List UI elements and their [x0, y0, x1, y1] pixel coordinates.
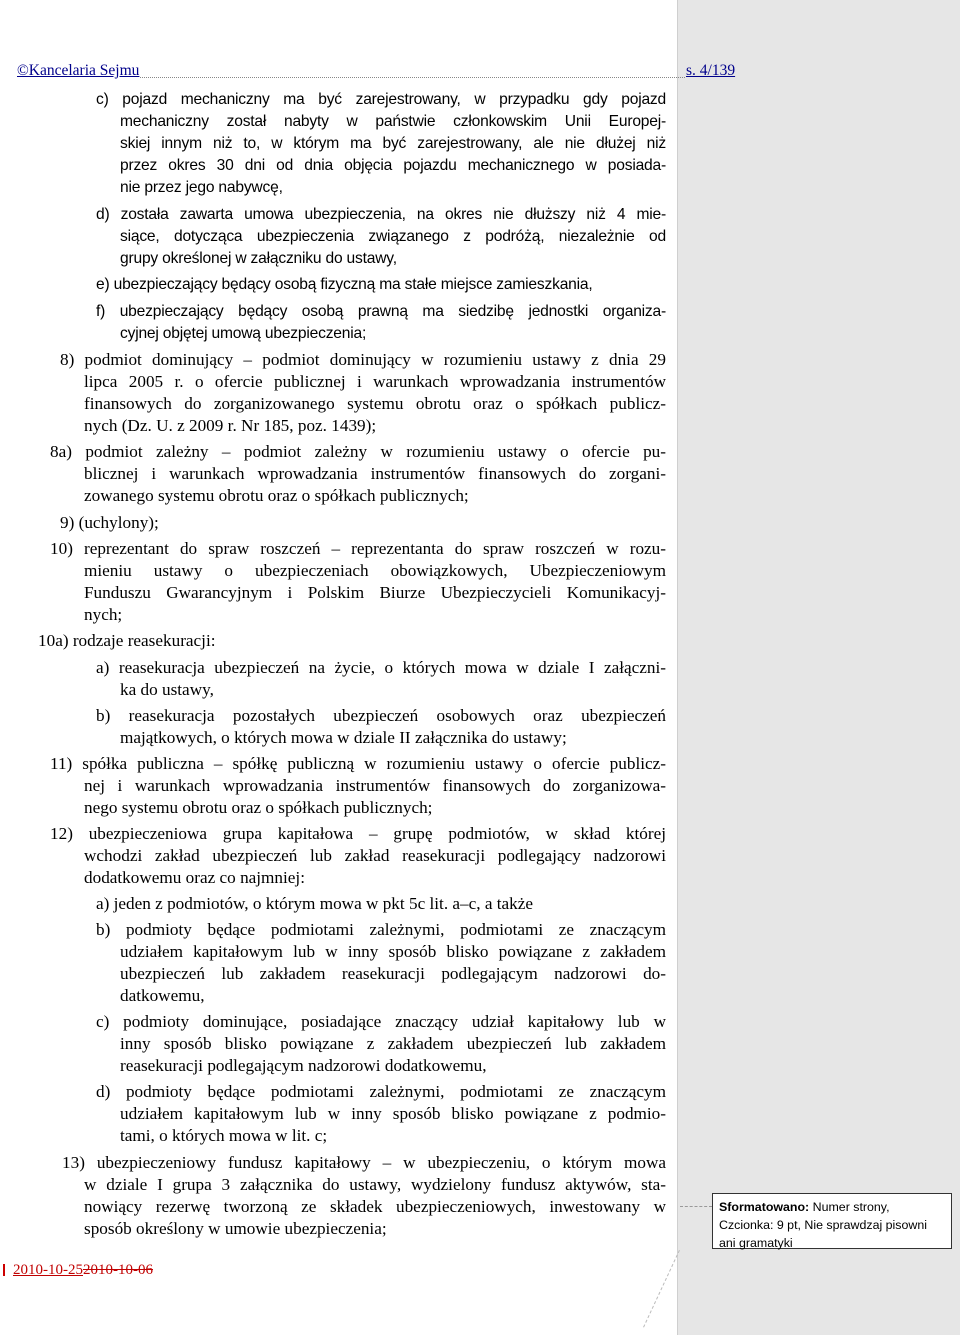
text-line: c) podmioty dominujące, posiadające znaczący udział kapitałowy lub w [96, 1012, 666, 1031]
text-line: d) podmioty będące podmiotami zależnymi, podmiotami ze znaczącym [96, 1082, 666, 1101]
text-line: dodatkowemu oraz co najmniej: [84, 868, 305, 887]
text-line: skiej innym niż to, w którym ma być zarejestrowany, ale nie dłużej niż [120, 135, 666, 152]
text-line: ka do ustawy, [120, 680, 214, 699]
text-line: a) jeden z podmiotów, o którym mowa w pkt 5c lit. a–c, a także [96, 894, 534, 913]
text-line: zowanego systemu obrotu oraz o spółkach publicznych; [84, 486, 469, 505]
header-leader-line [140, 77, 685, 78]
text-line: b) podmioty będące podmiotami zależnymi, podmiotami ze znaczącym [96, 920, 666, 939]
text-line: inny sposób blisko powiązane z zakładem ubezpieczeń lub zakładem [120, 1034, 666, 1053]
text-line: 11) spółka publiczna – spółkę publiczną w rozumieniu ustawy o ofercie publicz- [50, 754, 666, 773]
text-line: sposób określony w umowie ubezpieczenia; [84, 1219, 387, 1238]
text-line: 12) ubezpieczeniowa grupa kapitałowa – grupę podmiotów, w skład której [50, 824, 666, 843]
text-line: b) reasekuracja pozostałych ubezpieczeń osobowych oraz ubezpieczeń [96, 706, 666, 725]
page-number: s. 4/139 [686, 62, 736, 79]
text-line: w dziale I grupa 3 załącznika do ustawy, wydzielony fundusz aktywów, sta- [84, 1175, 666, 1194]
text-line: udziałem kapitałowym lub w inny sposób blisko powiązane z podmio- [120, 1104, 666, 1123]
text-line: tami, o których mowa w lit. c; [120, 1126, 328, 1145]
text-line: nych (Dz. U. z 2009 r. Nr 185, poz. 1439); [84, 416, 377, 435]
comment-connector-diagonal [643, 1250, 680, 1327]
text-line: nie przez jego nabywcę, [120, 179, 283, 196]
text-line: mechaniczny został nabyty w państwie członkowskim Unii Europej- [120, 113, 666, 130]
text-line: siące, dotycząca ubezpieczenia związanego z podróżą, niezależnie od [120, 228, 666, 245]
text-line: finansowych do zorganizowanego systemu obrotu oraz o spółkach publicz- [84, 394, 666, 413]
text-line: majątkowych, o których mowa w dziale II załącznika do ustawy; [120, 728, 567, 747]
comment-text-1: Numer strony, [812, 1200, 890, 1214]
text-line: lipca 2005 r. o ofercie publicznej i warunkach wprowadzania instrumentów [84, 372, 666, 391]
text-line: nowiący rezerwę tworzoną ze składek ubezpieczeniowych, inwestowany w [84, 1197, 666, 1216]
comment-text-2: Czcionka: 9 pt, Nie sprawdzaj pisowni [719, 1218, 927, 1232]
text-line: nej i warunkach wprowadzania instrumentów finansowych do zorganizowa- [84, 776, 666, 795]
text-line: udziałem kapitałowym lub w inny sposób blisko powiązane z zakładem [120, 942, 666, 961]
text-line: 8) podmiot dominujący – podmiot dominujący w rozumieniu ustawy z dnia 29 [60, 350, 666, 369]
text-line: c) pojazd mechaniczny ma być zarejestrowany, w przypadku gdy pojazd [96, 91, 666, 108]
text-line: nych; [84, 605, 123, 624]
footer-date-inserted: 2010-10-25 [13, 1262, 83, 1278]
comment-label: Sformatowano: [719, 1200, 810, 1214]
text-line: e) ubezpieczający będący osobą fizyczną ma stałe miejsce zamieszkania, [96, 276, 593, 293]
text-line: nego systemu obrotu oraz o spółkach publicznych; [84, 798, 433, 817]
text-line: reasekuracji podlegającym nadzorowi dodatkowemu, [120, 1056, 487, 1075]
markup-pane [678, 0, 960, 1335]
text-line: a) reasekuracja ubezpieczeń na życie, o których mowa w dziale I załączni- [96, 658, 666, 677]
text-line: 10a) rodzaje reasekuracji: [38, 631, 216, 650]
text-line: 9) (uchylony); [60, 513, 159, 532]
text-line: d) została zawarta umowa ubezpieczenia, na okres nie dłuższy niż 4 mie- [96, 206, 666, 223]
text-line: wchodzi zakład ubezpieczeń lub zakład reasekuracji podlegający nadzorowi [84, 846, 666, 865]
text-line: ubezpieczeń lub zakładem reasekuracji podlegającym nadzorowi do- [120, 964, 666, 983]
footer-date-deleted: 2010-10-06 [83, 1262, 153, 1278]
comment-connector [680, 1206, 712, 1207]
footer-date [13, 1262, 153, 1279]
text-line: datkowemu, [120, 986, 205, 1005]
text-line: 8a) podmiot zależny – podmiot zależny w rozumieniu ustawy o ofercie pu- [50, 442, 666, 461]
text-line: blicznej i warunkach wprowadzania instrumentów finansowych do zorgani- [84, 464, 666, 483]
text-line: mieniu ustawy o ubezpieczeniach obowiązkowych, Ubezpieczeniowym [84, 561, 666, 580]
text-line: f) ubezpieczający będący osobą prawną ma siedzibę jednostki organiza- [96, 303, 666, 320]
markup-pane-edge [677, 0, 678, 1335]
text-line: 10) reprezentant do spraw roszczeń – reprezentanta do spraw roszczeń w rozu- [50, 539, 666, 558]
text-line: przez okres 30 dni od dnia objęcia pojazdu mechanicznego w posiada- [120, 157, 666, 174]
format-comment-balloon[interactable] [712, 1193, 952, 1249]
text-line: cyjnej objętej umową ubezpieczenia; [120, 325, 367, 342]
header-copyright: ©Kancelaria Sejmu [17, 62, 140, 79]
text-line: grupy określonej w załączniku do ustawy, [120, 250, 397, 267]
comment-text-3: ani gramatyki [719, 1236, 793, 1250]
text-line: 13) ubezpieczeniowy fundusz kapitałowy – w ubezpieczeniu, o którym mowa [62, 1153, 666, 1172]
text-line: Funduszu Gwarancyjnym i Polskim Biurze Ubezpieczycieli Komunikacyj- [84, 583, 666, 602]
